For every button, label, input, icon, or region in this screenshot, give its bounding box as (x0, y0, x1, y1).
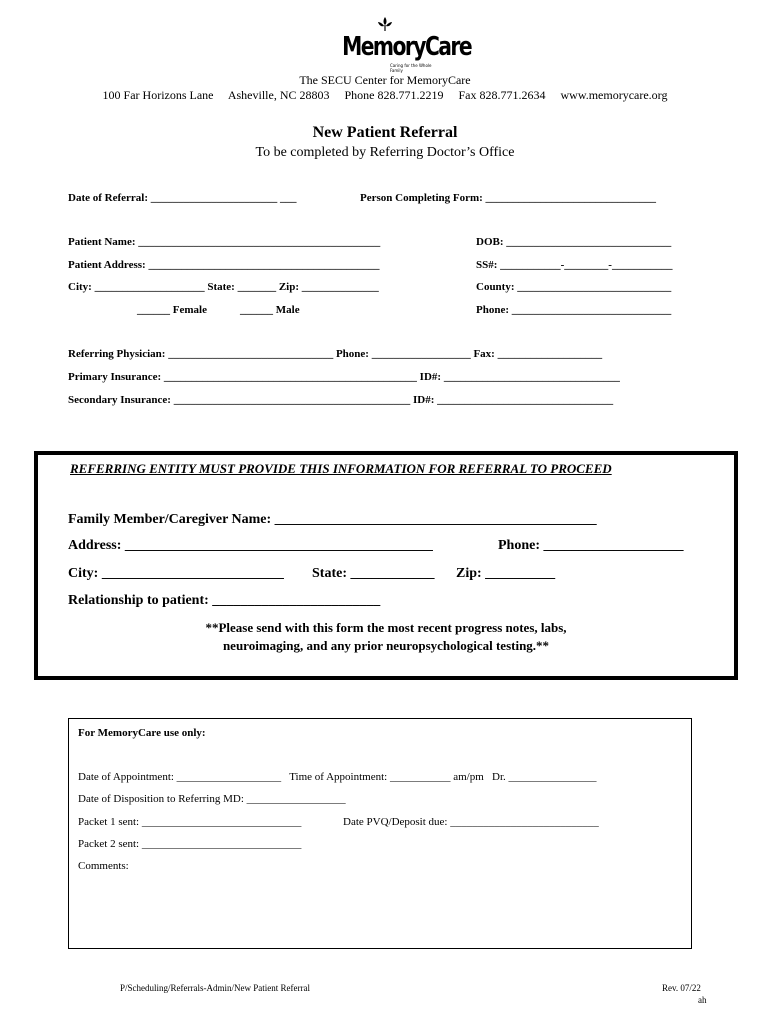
comments-field[interactable]: Comments: (78, 860, 129, 872)
address-line: 100 Far Horizons Lane Asheville, NC 28803 Phone 828.771.2219 Fax 828.771.2634 www.memorycare.org (102, 88, 668, 102)
logo-tagline: Caring for the Whole Family (390, 63, 432, 73)
caregiver-address-field[interactable]: Address: ____________________________________________ (68, 538, 433, 553)
office-use-heading: For MemoryCare use only: (78, 727, 206, 739)
footer-initials: ah (698, 995, 707, 1005)
send-records-note-line1: **Please send with this form the most recent progress notes, labs, (205, 620, 567, 635)
phone-field[interactable]: Phone: _____________________________ (476, 304, 672, 316)
patient-name-field[interactable]: Patient Name: ____________________________________________ (68, 236, 381, 248)
logo-flower-icon (376, 16, 394, 32)
page-subtitle: To be completed by Referring Doctor’s Office (255, 145, 515, 160)
caregiver-name-field[interactable]: Family Member/Caregiver Name: ______________________________________________ (68, 512, 597, 527)
county-field[interactable]: County: ____________________________ (476, 281, 672, 293)
pvq-deposit-field[interactable]: Date PVQ/Deposit due: ___________________________ (343, 816, 599, 828)
referring-entity-warning: REFERRING ENTITY MUST PROVIDE THIS INFORMATION FOR REFERRAL TO PROCEED (70, 461, 612, 476)
appointment-line-field[interactable]: Date of Appointment: ___________________ Time of Appointment: ___________ am/pm Dr. ________________ (78, 771, 597, 783)
send-records-note-line2: neuroimaging, and any prior neuropsychological testing.** (222, 638, 550, 653)
packet2-field[interactable]: Packet 2 sent: _____________________________ (78, 838, 302, 850)
secondary-insurance-field[interactable]: Secondary Insurance: ___________________________________________ ID#: ________________________________ (68, 394, 614, 406)
caregiver-phone-field[interactable]: Phone: ____________________ (498, 538, 684, 553)
caregiver-state-field[interactable]: State: ____________ (312, 566, 435, 581)
logo-wordmark: MemoryCare (342, 32, 472, 62)
patient-address-field[interactable]: Patient Address: __________________________________________ (68, 259, 380, 271)
relationship-field[interactable]: Relationship to patient: ________________________ (68, 593, 381, 608)
female-field[interactable]: ______ Female (137, 304, 207, 316)
office-use-box (68, 718, 692, 949)
page-title: New Patient Referral (312, 124, 458, 141)
packet1-field[interactable]: Packet 1 sent: _____________________________ (78, 816, 302, 828)
caregiver-city-field[interactable]: City: __________________________ (68, 566, 284, 581)
disposition-date-field[interactable]: Date of Disposition to Referring MD: __________________ (78, 793, 346, 805)
dob-field[interactable]: DOB: ______________________________ (476, 236, 672, 248)
footer-path: P/Scheduling/Referrals-Admin/New Patient Referral (120, 983, 310, 993)
date-of-referral-field[interactable]: Date of Referral: _______________________ ___ (68, 192, 297, 204)
male-field[interactable]: ______ Male (240, 304, 300, 316)
footer-rev: Rev. 07/22 (662, 983, 701, 993)
center-name: The SECU Center for MemoryCare (299, 73, 471, 87)
person-completing-field[interactable]: Person Completing Form: _______________________________ (360, 192, 657, 204)
city-state-zip-field[interactable]: City: ____________________ State: _______ Zip: ______________ (68, 281, 379, 293)
referring-physician-field[interactable]: Referring Physician: ______________________________ Phone: __________________ Fax: ___________________ (68, 348, 603, 360)
caregiver-zip-field[interactable]: Zip: __________ (456, 566, 556, 581)
ss-field[interactable]: SS#: ___________-________-___________ (476, 259, 673, 271)
memorycare-logo (330, 14, 472, 74)
primary-insurance-field[interactable]: Primary Insurance: ______________________________________________ ID#: ________________________________ (68, 371, 620, 383)
